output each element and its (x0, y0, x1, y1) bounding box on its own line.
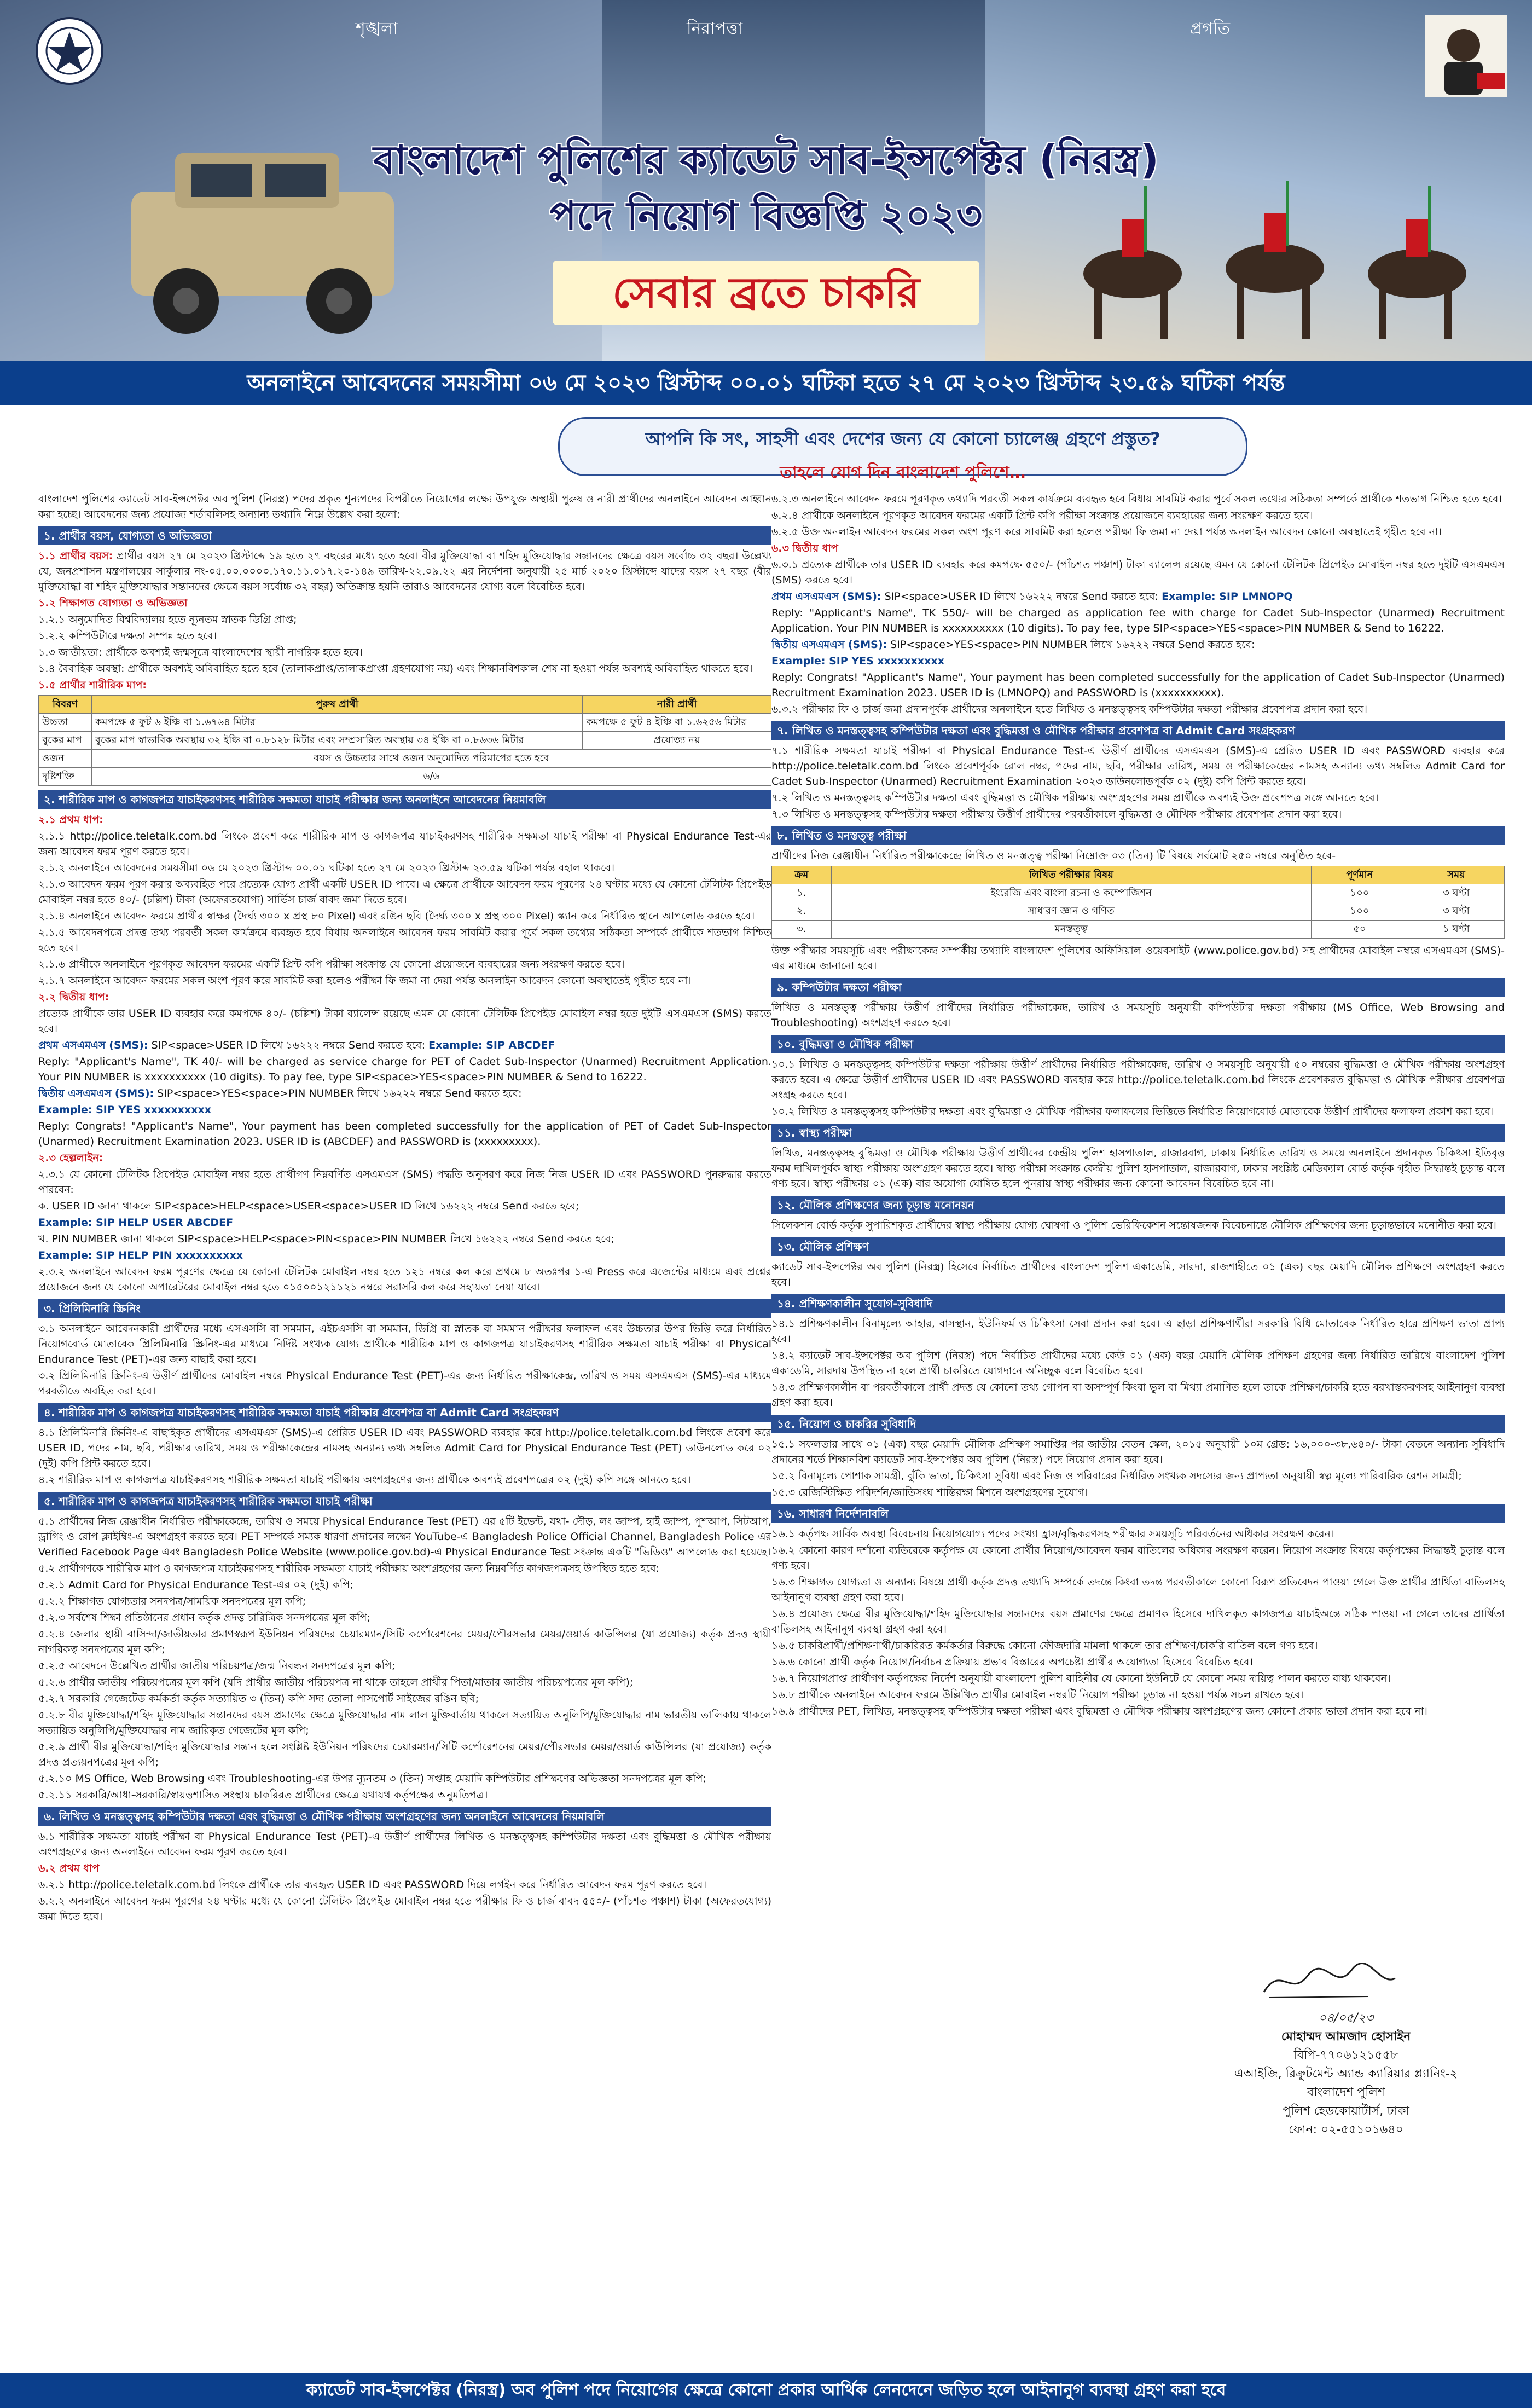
section-15-heading: ১৫. নিয়োগ ও চাকরির সুবিধাদি (771, 1415, 1505, 1433)
section-3-heading: ৩. প্রিলিমিনারি স্ক্রিনিং (38, 1299, 771, 1318)
list-item: ৫.২.৯ প্রার্থী বীর মুক্তিযোদ্ধা/শহিদ মুক্তিযোদ্ধার সন্তান হলে সংশ্লিষ্ট ইউনিয়ন পরিষদের চেয়ারম্যান/সিটি কর্পোরেশনের মেয়র/পৌরসভার মেয়র/ওয়ার্ড কাউন্সিলর (যা প্রযোজ্য) কর্তৃক প্রদত্ত প্রত্যয়নপত্রের মূল কপি; (38, 1741, 771, 1768)
rsms1-reply: Reply: "Applicant's Name", TK 550/- will be charged as application fee with charge for Cadet Sub-Inspector (Unarmed) Recruitment Application. Your PIN NUMBER is xxxxxxxxxx (10 digits). To pay fee, type SIP<space>YES<space>PIN NUMBER & Send to 16222. (771, 607, 1505, 634)
table-cell: ১০০ (1311, 902, 1408, 921)
helpline-b: খ. PIN NUMBER জানা থাকলে SIP<space>HELP<space>PIN<space>PIN NUMBER লিখে ১৬২২২ নম্বরে Send করতে হবে; (38, 1233, 614, 1245)
list-item: ৫.২.৩ সর্বশেষ শিক্ষা প্রতিষ্ঠানের প্রধান কর্তৃক প্রদত্ত চারিত্রিক সনদপত্রের মূল কপি; (38, 1612, 370, 1624)
police-emblem-icon (34, 15, 105, 86)
computer-test-text: লিখিত ও মনস্তত্ত্ব পরীক্ষায় উত্তীর্ণ প্রার্থীদের নির্ধারিত পরীক্ষাকেন্দ্র, তারিখ ও সময়সূচি অনুযায়ী কম্পিউটার দক্ষতা পরীক্ষায় (MS Office, Web Browsing and Troubleshooting) অংশগ্রহণ করতে হবে। (771, 1002, 1505, 1029)
step1-item-6: ২.১.৬ প্রার্থীকে অনলাইনে পূরণকৃত আবেদন ফরমের একটি প্রিন্ট কপি পরীক্ষা সংক্রান্ত যে কোনো প্রয়োজনে ব্যবহারের জন্য সংরক্ষণ করতে হবে। (38, 958, 625, 970)
exam-table (771, 866, 1505, 939)
written-admit-2: ৭.২ লিখিত ও মনস্তত্ত্বসহ কম্পিউটার দক্ষতা এবং বুদ্ধিমত্তা ও মৌখিক পরীক্ষায় অংশগ্রহণের সময় প্রার্থীকে অবশ্যই উক্ত প্রবেশপত্র সঙ্গে আনতে হবে। (771, 792, 1379, 804)
section-12-heading: ১২. মৌলিক প্রশিক্ষণের জন্য চূড়ান্ত মনোনয়ন (771, 1196, 1505, 1214)
age-text: প্রার্থীর বয়স ২৭ মে ২০২৩ খ্রিস্টাব্দে ১৯ হতে ২৭ বছরের মধ্যে হতে হবে। বীর মুক্তিযোদ্ধা বা শহিদ মুক্তিযোদ্ধার সন্তানদের ক্ষেত্রে বয়স সর্বোচ্চ ৩২ বছর। উল্লেখ্য যে, জনপ্রশাসন মন্ত্রণালয়ের সার্কুলার নং-০৫.০০.০০০০.১৭০.১১.০১৭.২০-১৪৯ তারিখ-২২.০৯.২২ এর নির্দেশনা অনুযায়ী ২৫ মার্চ ২০২০ খ্রিস্টাব্দে যাদের বয়স ২৭ বছর (বীর মুক্তিযোদ্ধা বা শহিদ মুক্তিযোদ্ধার সন্তানদের ক্ষেত্রে বয়স সর্বোচ্চ ৩২ বছর) অতিক্রান্ত হয়নি তারাও আবেদনের যোগ্য বলে বিবেচিত হবে। (38, 550, 771, 593)
signature-block (1193, 1954, 1499, 2139)
call-invite: তাহলে যোগ দিন বাংলাদেশ পুলিশে… (780, 463, 1026, 482)
education-heading: ১.২ শিক্ষাগত যোগ্যতা ও অভিজ্ঞতা (38, 597, 188, 609)
table-cell: ইংরেজি এবং বাংলা রচনা ও কম্পোজিশন (831, 884, 1311, 902)
table-cell: ১০০ (1311, 884, 1408, 902)
rsms1-label: প্রথম এসএমএস (SMS): (771, 591, 881, 603)
step2-heading: ২.২ দ্বিতীয় ধাপ: (38, 991, 109, 1003)
table-header: ক্রম (772, 866, 832, 884)
physical-table (38, 695, 771, 786)
section-16-heading: ১৬. সাধারণ নির্দেশনাবলি (771, 1504, 1505, 1523)
section-5-heading: ৫. শারীরিক মাপ ও কাগজপত্র যাচাইকরণসহ শারীরিক সক্ষমতা যাচাই পরীক্ষা (38, 1492, 771, 1510)
viva-1: ১০.১ লিখিত ও মনস্তত্ত্বসহ কম্পিউটার দক্ষতা পরীক্ষায় উত্তীর্ণ প্রার্থীদের নির্ধারিত পরীক্ষাকেন্দ্র, তারিখ ও সময়সূচি অনুযায়ী ৫০ নম্বরের বুদ্ধিমত্তা ও মৌখিক পরীক্ষায় অংশগ্রহণ করতে হবে। এ ক্ষেত্রে উত্তীর্ণ প্রার্থীদের USER ID এবং PASSWORD ব্যবহার করে http://police.teletalk.com.bd লিংকে প্রবেশকরত বুদ্ধিমত্তা ও মৌখিক পরীক্ষার প্রবেশপত্র সংগ্রহ করতে হবে। (771, 1058, 1505, 1101)
table-cell: ওজন (39, 750, 92, 768)
page-title-line2: পদে নিয়োগ বিজ্ঞপ্তি ২০২৩ (549, 193, 983, 239)
sms1-label: প্রথম এসএমএস (SMS): (38, 1039, 148, 1051)
table-row (39, 768, 771, 786)
call-to-action (558, 417, 1247, 482)
list-item: ১৬.৬ কোনো প্রার্থী কর্তৃক নিয়োগ/নির্বাচন প্রক্রিয়ায় প্রভাব বিস্তারের অপচেষ্টা প্রার্থীর অযোগ্যতা হিসেবে বিবেচিত হবে। (771, 1656, 1254, 1668)
helpline-1: ২.৩.১ যে কোনো টেলিটক প্রিপেইড মোবাইল নম্বর হতে প্রার্থীগণ নিম্নবর্ণিত এসএমএস (SMS) পদ্ধতি অনুসরণ করে নিজ নিজ USER ID এবং PASSWORD পুনরুদ্ধার করতে পারবেন: (38, 1168, 771, 1196)
job-benefit-3: ১৫.৩ রেজিস্টিক্ষিত পরিদর্শন/জাতিসংঘ শান্তিরক্ষা মিশনে অংশগ্রহণের সুযোগ। (771, 1486, 1088, 1498)
table-cell: বয়স ও উচ্চতার সাথে ওজন অনুমোদিত পরিমাপের হতে হবে (91, 750, 771, 768)
table-cell: সাধারণ জ্ঞান ও গণিত (831, 902, 1311, 921)
deadline-bar: অনলাইনে আবেদনের সময়সীমা ০৬ মে ২০২৩ খ্রিস্টাব্দ ০০.০১ ঘটিকা হতে ২৭ মে ২০২৩ খ্রিস্টাব্দ ২৩.৫৯ ঘটিকা পর্যন্ত (0, 361, 1532, 405)
list-item: ১৬.৭ নিয়োগপ্রাপ্ত প্রার্থীগণ কর্তৃপক্ষের নির্দেশ অনুযায়ী বাংলাদেশ পুলিশ বাহিনীর যে কোনো ইউনিটে যে কোনো সময় দায়িত্ব পালন করতে বাধ্য থাকবেন। (771, 1672, 1391, 1685)
section-11-heading: ১১. স্বাস্থ্য পরীক্ষা (771, 1124, 1505, 1142)
table-cell: মনস্তত্ত্ব (831, 921, 1311, 939)
table-cell: ৬/৬ (91, 768, 771, 786)
training-benefit-1: ১৪.১ প্রশিক্ষণকালীন বিনামূল্যে আহার, বাসস্থান, ইউনিফর্ম ও চিকিৎসা সেবা প্রদান করা হবে। এ ছাড়া প্রশিক্ষণার্থীরা সরকারি বিধি মোতাবেক নির্ধারিত হারে প্রশিক্ষণ ভাতা প্রাপ্য হবে। (771, 1318, 1505, 1345)
table-row (772, 884, 1505, 902)
job-benefit-1: ১৫.১ সফলতার সাথে ০১ (এক) বছর মেয়াদি মৌলিক প্রশিক্ষণ সমাপ্তির পর জাতীয় বেতন স্কেল, ২০১৫ অনুযায়ী ১০ম গ্রেড: ১৬,০০০-৩৮,৬৪০/- টাকা বেতনে অন্যান্য সুবিধাদি প্রদানের শর্তে শিক্ষানবিশ ক্যাডেট সাব-ইন্সপেক্টর অব পুলিশ (নিরস্ত্র) পদে নিয়োগ প্রদান করা হবে। (771, 1438, 1505, 1466)
written-step2-heading: ৬.৩ দ্বিতীয় ধাপ (771, 542, 838, 554)
sms1-example: Example: SIP ABCDEF (428, 1039, 555, 1051)
list-item: ১৬.২ কোনো কারণ দর্শানো ব্যতিরেকে কর্তৃপক্ষ যে কোনো প্রার্থীর নিয়োগ/আবেদন ফরম বাতিলের অধিকার সংরক্ষণ করেন। নিয়োগ সংক্রান্ত বিষয়ে কর্তৃপক্ষের সিদ্ধান্তই চূড়ান্ত বলে গণ্য হবে। (771, 1544, 1505, 1572)
section-13-heading: ১৩. মৌলিক প্রশিক্ষণ (771, 1237, 1505, 1256)
step1-item-3: ২.১.৩ আবেদন ফরম পূরণ করার অব্যবহিত পরে প্রত্যেক যোগ্য প্রার্থী একটি USER ID পাবে। এ ক্ষেত্রে প্রার্থীকে আবেদন ফরম পূরণের ২৪ ঘণ্টার মধ্যে যে কোনো টেলিটক প্রিপেইড মোবাইল নম্বর হতে ৪০/- (চল্লিশ) টাকা (অফেরতযোগ্য) সার্ভিস চার্জ বাবদ জমা দিতে হবে। (38, 878, 771, 906)
section-4-heading: ৪. শারীরিক মাপ ও কাগজপত্র যাচাইকরণসহ শারীরিক সক্ষমতা যাচাই পরীক্ষার প্রবেশপত্র বা Admit Card সংগ্রহকরণ (38, 1403, 771, 1422)
written-admit-1: ৭.১ শারীরিক সক্ষমতা যাচাই পরীক্ষা বা Physical Endurance Test-এ উত্তীর্ণ প্রার্থীদের এসএমএস (SMS)-এ প্রেরিত USER ID এবং PASSWORD ব্যবহার করে http://police.teletalk.com.bd লিংকে প্রবেশপূর্বক রোল নম্বর, পদের নাম, ছবি, পরীক্ষার তারিখ, সময় ও পরীক্ষাকেন্দ্রের নামসহ অন্যান্য তথ্য সম্বলিত Admit Card for Cadet Sub-Inspector (Unarmed) Recruitment Examination ২০২৩ ডাউনলোডপূর্বক ০২ (দুই) কপি প্রিন্ট করতে হবে। (771, 745, 1505, 788)
written-step1-3: ৬.২.৩ অনলাইনে আবেদন ফরমে পূরণকৃত তথ্যাদি পরবর্তী সকল কার্যক্রমে ব্যবহৃত হবে বিধায় সাবমিট করার পূর্বে সকল তথ্যের সঠিকতা সম্পর্কে প্রার্থীকে শতভাগ নিশ্চিত হতে হবে। (771, 493, 1502, 505)
helpline-b-example: Example: SIP HELP PIN xxxxxxxxxx (38, 1249, 243, 1261)
written-step1-4: ৬.২.৪ প্রার্থীকে অনলাইনে পূরণকৃত আবেদন ফরমের একটি প্রিন্ট কপি পরীক্ষা সংক্রান্ত প্রয়োজনে ব্যবহারের জন্য সংরক্ষণ করতে হবে। (771, 510, 1313, 522)
list-item: ৫.২.৫ আবেদনে উল্লেখিত প্রার্থীর জাতীয় পরিচয়পত্র/জন্ম নিবন্ধন সনদপত্রের মূল কপি; (38, 1660, 396, 1672)
section-2-heading: ২. শারীরিক মাপ ও কাগজপত্র যাচাইকরণসহ শারীরিক সক্ষমতা যাচাই পরীক্ষার জন্য অনলাইনে আবেদনের নিয়মাবলি (38, 790, 771, 809)
written-step1-5: ৬.২.৫ উক্ত অনলাইন আবেদন ফরমের সকল অংশ পূরণ করে সাবমিট করা হলেও পরীক্ষা ফি জমা না দেয়া পর্যন্ত অনলাইন আবেদন কোনো অবস্থাতেই গৃহীত হবে না। (771, 526, 1442, 538)
section-7-heading: ৭. লিখিত ও মনস্তত্ত্বসহ কম্পিউটার দক্ষতা এবং বুদ্ধিমত্তা ও মৌখিক পরীক্ষার প্রবেশপত্র বা Admit Card সংগ্রহকরণ (771, 721, 1505, 740)
portrait-icon (1425, 15, 1507, 97)
education-2: ১.২.২ কম্পিউটারে দক্ষতা সম্পন্ন হতে হবে। (38, 630, 217, 642)
rsms2-label: দ্বিতীয় এসএমএস (SMS): (771, 639, 887, 651)
rsms2-text: SIP<space>YES<space>PIN NUMBER লিখে ১৬২২২ নম্বরে Send করতে হবে: (890, 639, 1255, 651)
header-banner (0, 0, 1532, 361)
screening-2: ৩.২ প্রিলিমিনারি স্ক্রিনিং-এ উত্তীর্ণ প্রার্থীদের মোবাইল নম্বরে Physical Endurance Test (PET)-এর জন্য নির্ধারিত পরীক্ষাকেন্দ্র, তারিখ ও সময় এসএমএস (SMS)-এর মাধ্যমে পরবর্তীতে অবহিত করা হবে। (38, 1370, 771, 1397)
list-item: ৫.২.১১ সরকারি/আধা-সরকারি/স্বায়ত্তশাসিত সংস্থায় চাকরিরত প্রার্থীদের ক্ষেত্রে যথাযথ কর্তৃপক্ষের অনুমতিপত্র। (38, 1789, 488, 1801)
table-cell: বুকের মাপ (39, 732, 92, 750)
list-item: ৫.২.১ Admit Card for Physical Endurance Test-এর ০২ (দুই) কপি; (38, 1579, 353, 1591)
rsms2-reply: Reply: Congrats! "Applicant's Name", Your payment has been completed successfully for the application of Cadet Sub-Inspector (Unarmed) Recruitment Examination 2023. USER ID is (LMNOPQ) and PASSWORD is (xxxxxxxxxx). (771, 672, 1505, 699)
table-cell: ৩ ঘণ্টা (1408, 884, 1504, 902)
marital-text: ১.৪ বৈবাহিক অবস্থা: প্রার্থীকে অবশ্যই অবিবাহিত হতে হবে (তালাকপ্রাপ্ত/তালাকপ্রাপ্তা গ্রহণযোগ্য নয়) এবং শিক্ষানবিশকাল শেষ না হওয়া পর্যন্ত অবশ্যই অবিবাহিত থাকতে হবে। (38, 663, 753, 675)
age-heading: ১.১ প্রার্থীর বয়স: (38, 550, 113, 562)
screening-1: ৩.১ অনলাইনে আবেদনকারী প্রার্থীদের মধ্যে এসএসসি বা সমমান, এইচএসসি বা সমমান, ডিগ্রি বা স্নাতক বা সমমান পরীক্ষার ফলাফল এবং উচ্চতার উপর ভিত্তি করে নির্ধারিত নিয়োগবোর্ড মোতাবেক প্রিলিমিনারি স্ক্রিনিং-এর মাধ্যমে নির্দিষ্ট সংখ্যক যোগ্য প্রার্থীকে শারীরিক মাপ ও কাগজপত্র যাচাইকরণসহ শারীরিক সক্ষমতা যাচাই পরীক্ষা বা Physical Endurance Test (PET)-এর জন্য বাছাই করা হবে। (38, 1323, 771, 1365)
table-row (39, 714, 771, 732)
page-title-line1: বাংলাদেশ পুলিশের ক্যাডেট সাব-ইন্সপেক্টর (নিরস্ত্র) (373, 137, 1159, 183)
left-column (38, 490, 771, 2307)
table-header: লিখিত পরীক্ষার বিষয় (831, 866, 1311, 884)
table-cell: কমপক্ষে ৫ ফুট ৬ ইঞ্চি বা ১.৬৭৬৪ মিটার (91, 714, 583, 732)
intro-text: বাংলাদেশ পুলিশের ক্যাডেট সাব-ইন্সপেক্টর অব পুলিশ (নিরস্ত্র) পদের প্রকৃত শূন্যপদের বিপরীতে নিয়োগের লক্ষ্যে উপযুক্ত অস্থায়ী পুরুষ ও নারী প্রার্থীদের অনলাইনে আবেদন আহ্বান করা হচ্ছে। আবেদনের জন্য প্রযোজ্য শর্তাবলিসহ অন্যান্য তথ্যাদি নিম্নে উল্লেখ করা হলো: (38, 493, 771, 520)
medical-text: লিখিত, মনস্তত্ত্বসহ বুদ্ধিমত্তা ও মৌখিক পরীক্ষায় উত্তীর্ণ প্রার্থীদের কেন্দ্রীয় পুলিশ হাসপাতাল, রাজারবাগ, ঢাকায় নির্ধারিত তারিখ ও সময়ে অনলাইনে প্রদানকৃত চিকিৎসা ইতিবৃত্ত ফরম দাখিলপূর্বক স্বাস্থ্য পরীক্ষায় অংশগ্রহণ করতে হবে। স্বাস্থ্য পরীক্ষা সংক্রান্ত কেন্দ্রীয় পুলিশ হাসপাতাল, রাজারবাগ, ঢাকার সংশ্লিষ্ট মেডিক্যাল বোর্ড কর্তৃক গৃহীত সিদ্ধান্তই চূড়ান্ত বলে গণ্য হবে। স্বাস্থ্য পরীক্ষায় ০১ (এক) বার অযোগ্য ঘোষিত হলে পুনরায় স্বাস্থ্য পরীক্ষার জন্য কোনো আবেদন বিবেচিত হবে না। (771, 1147, 1505, 1190)
table-cell: উচ্চতা (39, 714, 92, 732)
written-exam-text: প্রার্থীদের নিজ রেঞ্জাধীন নির্ধারিত পরীক্ষাকেন্দ্রে লিখিত ও মনস্তত্ত্ব পরীক্ষা নিম্নোক্ত ০৩ (তিন) টি বিষয়ে সর্বমোট ২৫০ নম্বরে অনুষ্ঠিত হবে- (771, 850, 1336, 862)
table-header: নারী প্রার্থী (583, 696, 771, 714)
training-benefit-2: ১৪.২ ক্যাডেট সাব-ইন্সপেক্টর অব পুলিশ (নিরস্ত্র) পদে নির্বাচিত প্রার্থীদের মধ্যে কেউ ০১ (এক) বছর মেয়াদি মৌলিক প্রশিক্ষণ গ্রহণের জন্য নির্ধারিত তারিখে বাংলাদেশ পুলিশ একাডেমি, সারদায় উপস্থিত না হলে প্রার্থী চাকরিতে যোগদানে অনিচ্ছুক বলে বিবেচিত হবে। (771, 1350, 1505, 1377)
list-item: ১৬.৩ শিক্ষাগত যোগ্যতা ও অন্যান্য বিষয়ে প্রার্থী কর্তৃক প্রদত্ত তথ্যাদি সম্পর্কে তদন্তে কিংবা তদন্ত পরবর্তীকালে কোনো বিরূপ প্রতিবেদন পাওয়া গেলে উক্ত প্রার্থীর প্রার্থিতা বাতিলসহ আইনানুগ ব্যবস্থা গ্রহণ করা হবে। (771, 1576, 1505, 1604)
written-step1-2: ৬.২.২ অনলাইনে আবেদন ফরম পূরণের ২৪ ঘণ্টার মধ্যে যে কোনো টেলিটক প্রিপেইড মোবাইল নম্বর হতে পরীক্ষার ফি ও চার্জ বাবদ ৫৫০/- (পাঁচশত পঞ্চাশ) টাকা (অফেরতযোগ্য) জমা দিতে হবে। (38, 1895, 771, 1923)
sms2-example: Example: SIP YES xxxxxxxxxx (38, 1104, 211, 1116)
list-item: ৫.২.১০ MS Office, Web Browsing এবং Troubleshooting-এর উপর ন্যূনতম ৩ (তিন) সপ্তাহ মেয়াদি কম্পিউটার প্রশিক্ষণের অভিজ্ঞতা সনদপত্রের মূল কপি; (38, 1773, 706, 1785)
table-cell: কমপক্ষে ৫ ফুট ৪ ইঞ্চি বা ১.৬২৫৬ মিটার (583, 714, 771, 732)
written-apply-1: ৬.১ শারীরিক সক্ষমতা যাচাই পরীক্ষা বা Physical Endurance Test (PET)-এ উত্তীর্ণ প্রার্থীদের লিখিত ও মনস্তত্ত্বসহ কম্পিউটার দক্ষতা এবং বুদ্ধিমত্তা ও মৌখিক পরীক্ষায় অংশগ্রহণের জন্য অনলাইনে আবেদন ফরম পূরণ করতে হবে। (38, 1831, 771, 1858)
list-item: ১৬.৮ প্রার্থীকে অনলাইনে আবেদন ফরমে উল্লিখিত প্রার্থীর মোবাইল নম্বরটি নিয়োগ পরীক্ষা চূড়ান্ত না হওয়া পর্যন্ত সচল রাখতে হবে। (771, 1689, 1304, 1701)
call-question: আপনি কি সৎ, সাহসী এবং দেশের জন্য যে কোনো চ্যালেঞ্জ গ্রহণে প্রস্তুত? (645, 429, 1160, 449)
rsms1-example: Example: SIP LMNOPQ (1162, 591, 1293, 603)
viva-2: ১০.২ লিখিত ও মনস্তত্ত্বসহ কম্পিউটার দক্ষতা এবং বুদ্ধিমত্তা ও মৌখিক পরীক্ষার ফলাফলের ভিত্তিতে নির্ধারিত নিয়োগবোর্ড মোতাবেক উত্তীর্ণ প্রার্থীদের ফলাফল প্রকাশ করা হবে। (771, 1105, 1494, 1118)
banner-word-security: নিরাপত্তা (687, 19, 743, 38)
step1-item-5: ২.১.৫ আবেদনপত্রে প্রদত্ত তথ্য পরবর্তী সকল কার্যক্রমে ব্যবহৃত হবে বিধায় অনলাইনে আবেদন ফরম সাবমিট করার পূর্বে সকল তথ্যের সঠিকতা সম্পর্কে প্রার্থীকে শতভাগ নিশ্চিত হতে হবে। (38, 927, 771, 954)
list-item: ৫.২.৮ বীর মুক্তিযোদ্ধা/শহিদ মুক্তিযোদ্ধার সন্তানদের বয়স প্রমাণের ক্ষেত্রে মুক্তিযোদ্ধার নাম লাল মুক্তিবার্তায় থাকলে সত্যায়িত অনুলিপি/মুক্তিযোদ্ধার নাম ভারতীয় তালিকায় থাকলে সত্যায়িত অনুলিপি/মুক্তিযোদ্ধার নাম জারিকৃত গেজেটের মূল কপি; (38, 1709, 771, 1736)
admit-2: ৪.২ শারীরিক মাপ ও কাগজপত্র যাচাইকরণসহ শারীরিক সক্ষমতা যাচাই পরীক্ষায় অংশগ্রহণের জন্য প্রার্থীকে অবশ্যই প্রবেশপত্রের ০২ (দুই) কপি সঙ্গে আনতে হবে। (38, 1474, 691, 1486)
section-1-heading: ১. প্রার্থীর বয়স, যোগ্যতা ও অভিজ্ঞতা (38, 526, 771, 545)
helpline-a-example: Example: SIP HELP USER ABCDEF (38, 1217, 234, 1229)
section-14-heading: ১৪. প্রশিক্ষণকালীন সুযোগ-সুবিধাদি (771, 1294, 1505, 1313)
list-item: ১৬.৪ প্রযোজ্য ক্ষেত্রে বীর মুক্তিযোদ্ধা/শহিদ মুক্তিযোদ্ধার সন্তানদের বয়স প্রমাণের ক্ষেত্রে প্রমাণক হিসেবে দাখিলকৃত কাগজপত্র যাচাইঅন্তে সঠিক পাওয়া না গেলে তাদের প্রার্থিতা বাতিলসহ আইনানুগ ব্যবস্থা গ্রহণ করা হবে। (771, 1608, 1505, 1635)
sms1-text: SIP<space>USER ID লিখে ১৬২২২ নম্বরে Send করতে হবে: (151, 1039, 426, 1051)
pet-2: ৫.২ প্রার্থীগণকে শারীরিক মাপ ও কাগজপত্র যাচাইকরণসহ শারীরিক সক্ষমতা যাচাই পরীক্ষায় অংশগ্রহণের জন্য নিম্নবর্ণিত কাগজপত্রসহ উপস্থিত হতে হবে: (38, 1562, 660, 1575)
table-cell: ১ ঘণ্টা (1408, 921, 1504, 939)
slogan-badge (553, 261, 979, 325)
footer-warning: ক্যাডেট সাব-ইন্সপেক্টর (নিরস্ত্র) অব পুলিশ পদে নিয়োগের ক্ষেত্রে কোনো প্রকার আর্থিক লেনদেনে জড়িত হলে আইনানুগ ব্যবস্থা গ্রহণ করা হবে (0, 2373, 1532, 2408)
step2-text: প্রত্যেক প্রার্থীকে তার USER ID ব্যবহার করে কমপক্ষে ৪০/- (চল্লিশ) টাকা ব্যালেন্স রয়েছে এমন যে কোনো টেলিটক প্রিপেইড মোবাইল নম্বর হতে দুইটি এসএমএস (SMS) করতে হবে। (38, 1008, 771, 1035)
sms2-label: দ্বিতীয় এসএমএস (SMS): (38, 1087, 154, 1099)
training-benefit-3: ১৪.৩ প্রশিক্ষণকালীন বা পরবর্তীকালে প্রার্থী প্রদত্ত যে কোনো তথ্য গোপন বা অসম্পূর্ণ কিংবা ভুল বা মিথ্যা প্রমাণিত হলে তাকে প্রশিক্ষণ/চাকরি হতে বরখাস্তকরণসহ আইনানুগ ব্যবস্থা গ্রহণ করা হবে। (771, 1381, 1505, 1409)
rsms1-text: SIP<space>USER ID লিখে ১৬২২২ নম্বরে Send করতে হবে: (884, 591, 1159, 603)
sms2-reply: Reply: Congrats! "Applicant's Name", Your payment has been completed successfully for the application of PET of Cadet Sub-Inspector (Unarmed) Recruitment Examination 2023. USER ID is (ABCDEF) and PASSWORD is (xxxxxxxxx). (38, 1120, 771, 1148)
job-benefit-2: ১৫.২ বিনামূল্যে পোশাক সামগ্রী, ঝুঁকি ভাতা, চিকিৎসা সুবিধা এবং নিজ ও পরিবারের নির্ধারিত সংখ্যক সদস্যের জন্য প্রাপ্যতা অনুযায়ী স্বল্প মূল্যে পারিবারিক রেশন সামগ্রী; (771, 1470, 1462, 1482)
step1-item-2: ২.১.২ অনলাইনে আবেদনের সময়সীমা ০৬ মে ২০২৩ খ্রিস্টাব্দ ০০.০১ ঘটিকা হতে ২৭ মে ২০২৩ খ্রিস্টাব্দ ২৩.৫৯ ঘটিকা পর্যন্ত বহাল থাকবে। (38, 862, 615, 874)
step1-item-4: ২.১.৪ অনলাইনে আবেদন ফরমে প্রার্থীর স্বাক্ষর (দৈর্ঘ্য ৩০০ x প্রস্থ ৮০ Pixel) এবং রঙিন ছবি (দৈর্ঘ্য ৩০০ x প্রস্থ ৩০০ Pixel) স্ক্যান করে নির্ধারিত স্থানে আপলোড করতে হবে। (38, 910, 755, 922)
table-header: বিবরণ (39, 696, 92, 714)
table-header: পুরুষ প্রার্থী (91, 696, 583, 714)
table-cell: বুকের মাপ স্বাভাবিক অবস্থায় ৩২ ইঞ্চি বা ০.৮১২৮ মিটার এবং সম্প্রসারিত অবস্থায় ৩৪ ইঞ্চি বা ০.৮৬৩৬ মিটার (91, 732, 583, 750)
section-9-heading: ৯. কম্পিউটার দক্ষতা পরীক্ষা (771, 978, 1505, 997)
sms1-reply: Reply: "Applicant's Name", TK 40/- will be charged as service charge for PET of Cadet Sub-Inspector (Unarmed) Recruitment Application. Your PIN NUMBER is xxxxxxxxxx (10 digits). To pay fee, type SIP<space>YES<space>PIN NUMBER & Send to 16222. (38, 1056, 771, 1083)
section-6-heading: ৬. লিখিত ও মনস্তত্ত্বসহ কম্পিউটার দক্ষতা এবং বুদ্ধিমত্তা ও মৌখিক পরীক্ষায় অংশগ্রহণের জন্য অনলাইনে আবেদনের নিয়মাবলি (38, 1807, 771, 1826)
signatory-office: পুলিশ হেডকোয়ার্টার্স, ঢাকা (1283, 2104, 1409, 2118)
physical-heading: ১.৫ প্রার্থীর শারীরিক মাপ: (38, 679, 147, 691)
table-row (39, 732, 771, 750)
helpline-heading: ২.৩ হেল্পলাইন: (38, 1152, 103, 1164)
table-cell: ৩ ঘণ্টা (1408, 902, 1504, 921)
step1-heading: ২.১ প্রথম ধাপ: (38, 814, 103, 826)
pet-1: ৫.১ প্রার্থীদের নিজ রেঞ্জাধীন নির্ধারিত পরীক্ষাকেন্দ্রে, তারিখ ও সময়ে Physical Endurance Test (PET) এর ৫টি ইভেন্ট, যথা- দৌড়, লং জাম্প, হাই জাম্প, পুশআপ, সিটআপ, ড্রাগিং ও রোপ ক্লাইম্বিং-এ অংশগ্রহণ করতে হবে। PET সম্পর্কে সম্যক ধারণা প্রদানের লক্ষ্যে YouTube-এ Bangladesh Police Official Channel, Bangladesh Police এর Verified Facebook Page এবং Bangladesh Police Website (www.police.gov.bd)-এ Physical Endurance Test সংক্রান্ত একটি "ভিডিও" আপলোড করা হয়েছে। (38, 1515, 771, 1558)
education-1: ১.২.১ অনুমোদিত বিশ্ববিদ্যালয় হতে ন্যূনতম স্নাতক ডিগ্রি প্রাপ্ত; (38, 613, 297, 626)
rsms2-example: Example: SIP YES xxxxxxxxxx (771, 655, 944, 667)
table-cell: ১. (772, 884, 832, 902)
section-8-heading: ৮. লিখিত ও মনস্তত্ত্ব পরীক্ষা (771, 826, 1505, 845)
written-exam-note: উক্ত পরীক্ষার সময়সূচি এবং পরীক্ষাকেন্দ্র সম্পর্কীয় তথ্যাদি বাংলাদেশ পুলিশের অফিসিয়াল ওয়েবসাইট (www.police.gov.bd) সহ প্রার্থীদের মোবাইল নম্বরে এসএমএস (SMS)-এর মাধ্যমে জানানো হবে। (771, 945, 1505, 972)
table-row (772, 902, 1505, 921)
signatory-id: বিপি-৭৭০৬১২১৫৫৮ (1293, 2048, 1398, 2062)
nationality-text: ১.৩ জাতীয়তা: প্রার্থীকে অবশ্যই জন্মসূত্রে বাংলাদেশের স্থায়ী নাগরিক হতে হবে। (38, 646, 363, 658)
basic-training-text: ক্যাডেট সাব-ইন্সপেক্টর অব পুলিশ (নিরস্ত্র) হিসেবে নির্বাচিত প্রার্থীদের বাংলাদেশ পুলিশ একাডেমি, সারদা, রাজশাহীতে ০১ (এক) বছর মেয়াদি মৌলিক প্রশিক্ষণে অংশগ্রহণ করতে হবে। (771, 1261, 1505, 1288)
signatory-phone: ফোন: ০২-৫৫১০১৬৪০ (1289, 2123, 1403, 2137)
helpline-a: ক. USER ID জানা থাকলে SIP<space>HELP<space>USER<space>USER ID লিখে ১৬২২২ নম্বরে Send করতে হবে; (38, 1200, 579, 1212)
table-header: পূর্ণমান (1311, 866, 1408, 884)
sms2-text: SIP<space>YES<space>PIN NUMBER লিখে ১৬২২২ নম্বরে Send করতে হবে: (157, 1087, 522, 1099)
final-selection-text: সিলেকশন বোর্ড কর্তৃক সুপারিশকৃত প্রার্থীদের স্বাস্থ্য পরীক্ষায় যোগ্য ঘোষণা ও পুলিশ ভেরিফিকেশন সন্তোষজনক বিবেচনান্তে মৌলিক প্রশিক্ষণের জন্য চূড়ান্তভাবে মনোনীত করা হবে। (771, 1219, 1496, 1231)
written-step1-heading: ৬.২ প্রথম ধাপ (38, 1862, 100, 1874)
signatory-name: মোহাম্মদ আমজাদ হোসাইন (1281, 2030, 1411, 2044)
section-10-heading: ১০. বুদ্ধিমত্তা ও মৌখিক পরীক্ষা (771, 1035, 1505, 1054)
helpline-2: ২.৩.২ অনলাইনে আবেদন ফরম পূরণের ক্ষেত্রে যে কোনো টেলিটক মোবাইল নম্বর হতে ১২১ নম্বরে কল করে প্রথমে ৮ অতঃপর ১-এ Press করে এজেন্টের মাধ্যমে এবং প্রশ্নের প্রয়োজনে জন্য যে কোনো অপারেটরের মোবাইল নম্বর হতে ০১৫০০১২১১২১ নম্বরে সরাসরি কল করে সহায়তা নেয়া যাবে। (38, 1266, 771, 1293)
list-item: ৫.২.৭ সরকারি গেজেটেড কর্মকর্তা কর্তৃক সত্যায়িত ৩ (তিন) কপি সদ্য তোলা পাসপোর্ট সাইজের রঙিন ছবি; (38, 1693, 479, 1705)
list-item: ১৬.৫ চাকরিপ্রার্থী/প্রশিক্ষণার্থী/চাকরিরত কর্মকর্তার বিরুদ্ধে কোনো ফৌজদারি মামলা থাকলে তার প্রশিক্ষণ/চাকরি বাতিল বলে গণ্য হবে। (771, 1640, 1318, 1652)
signatory-org: বাংলাদেশ পুলিশ (1307, 2086, 1385, 2099)
list-item: ১৬.১ কর্তৃপক্ষ সার্বিক অবস্থা বিবেচনায় নিয়োগযোগ্য পদের সংখ্যা হ্রাস/বৃদ্ধিকরণসহ পরীক্ষার সময়সূচি পরিবর্তনের অধিকার সংরক্ষণ করেন। (771, 1528, 1334, 1540)
table-cell: ২. (772, 902, 832, 921)
table-row (772, 921, 1505, 939)
table-header: সময় (1408, 866, 1504, 884)
table-cell: দৃষ্টিশক্তি (39, 768, 92, 786)
signature-date: ০৪/০৫/২৩ (1318, 2011, 1374, 2025)
step1-item-1: ২.১.১ http://police.teletalk.com.bd লিংকে প্রবেশ করে শারীরিক মাপ ও কাগজপত্র যাচাইকরণসহ শারীরিক সক্ষমতা যাচাই পরীক্ষা বা Physical Endurance Test-এর জন্য আবেদন ফরম পূরণ করতে হবে। (38, 830, 771, 858)
signature-scribble-icon (1258, 1954, 1434, 2003)
slogan-text: সেবার ব্রতে চাকরি (612, 268, 920, 317)
table-cell: প্রযোজ্য নয় (583, 732, 771, 750)
list-item: ৫.২.৪ জেলার স্থায়ী বাসিন্দা/জাতীয়তার প্রমাণস্বরূপ ইউনিয়ন পরিষদের চেয়ারম্যান/সিটি কর্পোরেশনের মেয়র/পৌরসভার মেয়র/ওয়ার্ড কাউন্সিলর (যা প্রযোজ্য) কর্তৃক প্রদত্ত স্থায়ী নাগরিকত্ব সনদপত্রের মূল কপি; (38, 1628, 771, 1656)
list-item: ৫.২.৬ প্রার্থীর জাতীয় পরিচয়পত্রের মূল কপি (যদি প্রার্থীর জাতীয় পরিচয়পত্র না থাকে তাহলে প্রার্থীর পিতা/মাতার জাতীয় পরিচয়পত্রের মূল কপি); (38, 1676, 634, 1688)
list-item: ৫.২.২ শিক্ষাগত যোগ্যতার সনদপত্র/সাময়িক সনদপত্রের মূল কপি; (38, 1595, 306, 1607)
signatory-designation: এআইজি, রিক্রুটমেন্ট অ্যান্ড ক্যারিয়ার প্ল্যানিং-২ (1234, 2067, 1458, 2081)
written-step2-1: ৬.৩.১ প্রত্যেক প্রার্থীকে তার USER ID ব্যবহার করে কমপক্ষে ৫৫০/- (পাঁচশত পঞ্চাশ) টাকা ব্যালেন্স রয়েছে এমন যে কোনো টেলিটক প্রিপেইড মোবাইল নম্বর হতে দুইটি এসএমএস (SMS) করতে হবে। (771, 559, 1505, 586)
table-row (39, 750, 771, 768)
table-cell: ৫০ (1311, 921, 1408, 939)
table-cell: ৩. (772, 921, 832, 939)
list-item: ১৬.৯ প্রার্থীদের PET, লিখিত, মনস্তত্ত্বসহ কম্পিউটার দক্ষতা পরীক্ষা এবং বুদ্ধিমত্তা ও মৌখিক পরীক্ষায় অংশগ্রহণের জন্য কোনো প্রকার ভাতা প্রদান করা হবে না। (771, 1705, 1427, 1717)
step1-item-7: ২.১.৭ অনলাইনে আবেদন ফরমের সকল অংশ পূরণ করে সাবমিট করা হলেও পরীক্ষা ফি জমা না দেয়া পর্যন্ত অনলাইন আবেদন কোনো অবস্থাতেই গৃহীত হবে না। (38, 975, 692, 987)
written-step2-2: ৬.৩.২ পরীক্ষার ফি ও চার্জ জমা প্রদানপূর্বক প্রার্থীদের অনলাইনে হতে লিখিত ও মনস্তত্ত্বসহ কম্পিউটার দক্ষতা পরীক্ষার প্রবেশপত্র প্রদান করা হবে। (771, 703, 1368, 715)
admit-1: ৪.১ প্রিলিমিনারি স্ক্রিনিং-এ বাছাইকৃত প্রার্থীদের এসএমএস (SMS)-এ প্রেরিত USER ID এবং PASSWORD ব্যবহার করে http://police.teletalk.com.bd লিংকে প্রবেশ করে USER ID, পদের নাম, ছবি, পরীক্ষার তারিখ, সময় ও পরীক্ষাকেন্দ্রের নামসহ অন্যান্য তথ্য সম্বলিত Admit Card for Physical Endurance Test (PET) ডাউনলোড করে ০২ (দুই) কপি প্রিন্ট করতে হবে। (38, 1427, 771, 1469)
written-step1-1: ৬.২.১ http://police.teletalk.com.bd লিংকে প্রার্থীকে তার ব্যবহৃত USER ID এবং PASSWORD দিয়ে লগইন করে নির্ধারিত আবেদন ফরম পূরণ করতে হবে। (38, 1879, 707, 1891)
banner-word-discipline: শৃঙ্খলা (356, 19, 398, 38)
banner-word-progress: প্রগতি (1190, 19, 1231, 38)
written-admit-3: ৭.৩ লিখিত ও মনস্তত্ত্বসহ কম্পিউটার দক্ষতা পরীক্ষায় উত্তীর্ণ প্রার্থীদের পরবর্তীকালে বুদ্ধিমত্তা ও মৌখিক পরীক্ষার প্রবেশপত্র প্রদান করা হবে। (771, 808, 1342, 820)
